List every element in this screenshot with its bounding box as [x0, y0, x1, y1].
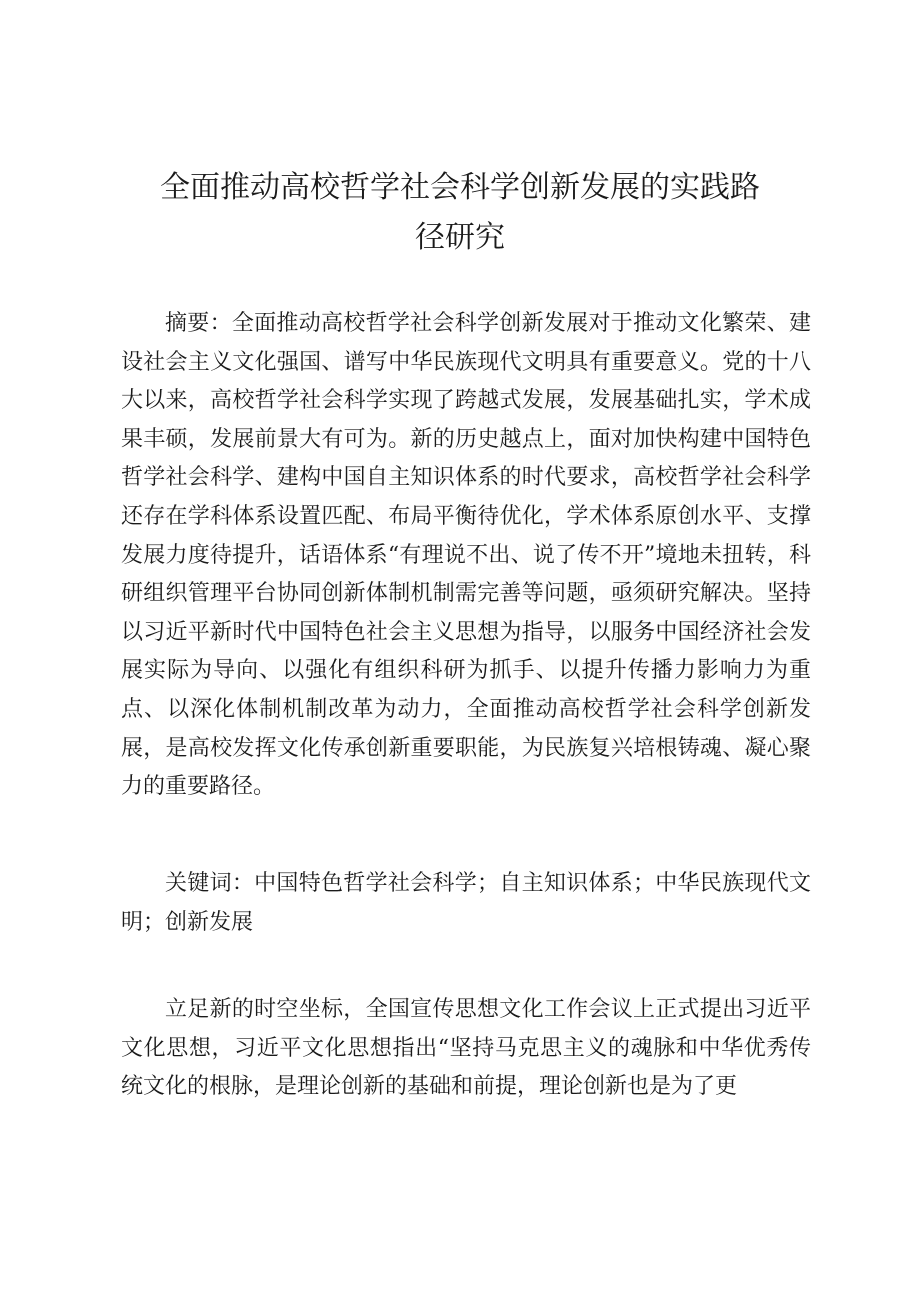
title-line-2: 径研究	[415, 220, 505, 255]
body-paragraph: 立足新的时空坐标，全国宣传思想文化工作会议上正式提出习近平文化思想，习近平文化思想指出“坚持马克思主义的魂脉和中华优秀传统文化的根脉，是理论创新的基础和前提，理论创新也是为了更	[121, 997, 811, 1100]
keywords-paragraph: 关键词：中国特色哲学社会科学；自主知识体系；中华民族现代文明；创新发展	[121, 871, 811, 935]
document-title	[110, 163, 810, 263]
title-line-1: 全面推动高校哲学社会科学创新发展的实践路	[160, 170, 760, 205]
abstract-paragraph: 摘要：全面推动高校哲学社会科学创新发展对于推动文化繁荣、建设社会主义文化强国、谱写中华民族现代文明具有重要意义。党的十八大以来，高校哲学社会科学实现了跨越式发展，发展基础扎实，学术成果丰硕，发展前景大有可为。新的历史越点上，面对加快构建中国特色哲学社会科学、建构中国自主知识体系的时代要求，高校哲学社会科学还存在学科体系设置匹配、布局平衡待优化，学术体系原创水平、支撑发展力度待提升，话语体系“有理说不出、说了传不开”境地未扭转，科研组织管理平台协同创新体制机制需完善等问题，亟须研究解决。坚持以习近平新时代中国特色社会主义思想为指导，以服务中国经济社会发展实际为导向、以强化有组织科研为抓手、以提升传播力影响力为重点、以深化体制机制改革为动力，全面推动高校哲学社会科学创新发展，是高校发挥文化传承创新重要职能，为民族复兴培根铸魂、凝心聚力的重要路径。	[121, 311, 811, 800]
